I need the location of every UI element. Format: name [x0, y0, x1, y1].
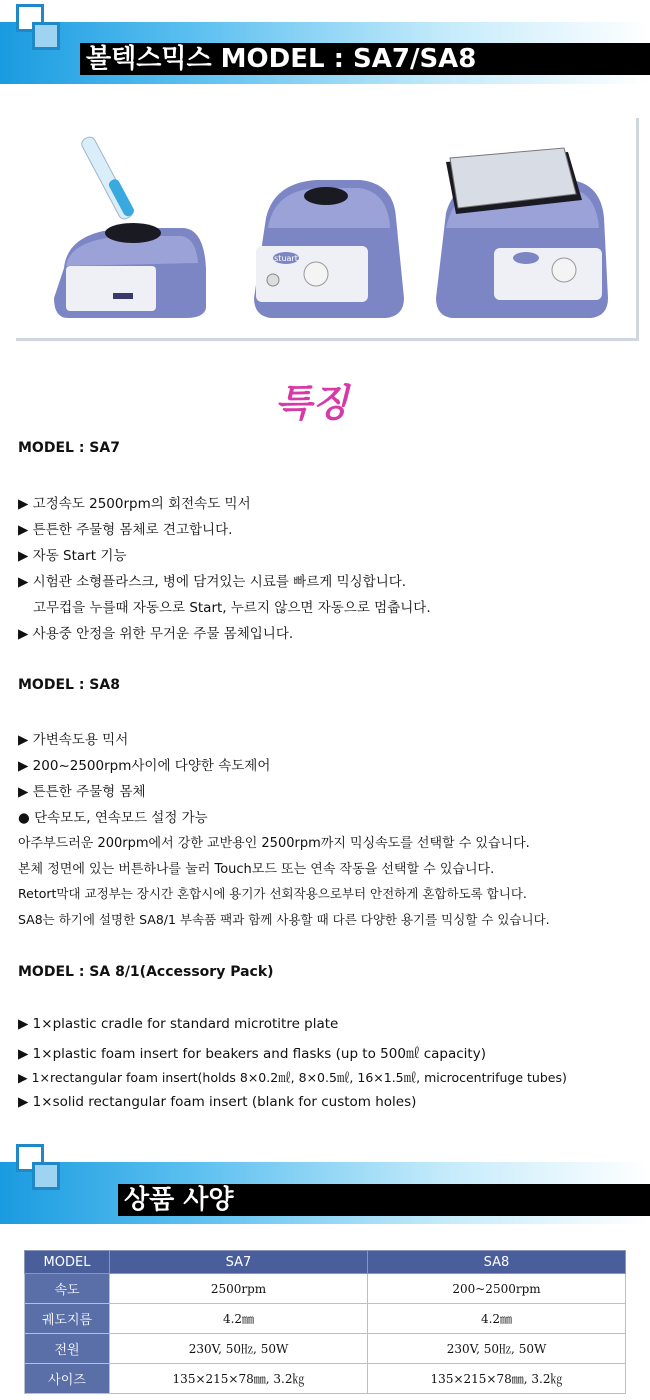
square-logo-icon-front [32, 1162, 60, 1190]
sa81-line: ▶ 1×plastic cradle for standard microtitre plate [18, 1016, 339, 1032]
table-row [25, 1334, 626, 1364]
sa8-heading: MODEL : SA8 [18, 677, 120, 693]
table-cell: 2500rpm [110, 1274, 368, 1304]
spec-title: 상품 사양 [118, 1184, 650, 1216]
table-row [25, 1364, 626, 1394]
square-logo-icon-front [32, 22, 60, 50]
column-header: SA7 [110, 1251, 368, 1274]
table-header-row [25, 1251, 626, 1274]
table-row [25, 1304, 626, 1334]
section-header-spec [0, 1140, 650, 1240]
sa81-line: ▶ 1×solid rectangular foam insert (blank for custom holes) [18, 1094, 417, 1110]
row-label: 사이즈 [25, 1364, 110, 1394]
sa8-accessory-photo [436, 148, 608, 318]
sa8-line: ● 단속모도, 연속모드 설정 가능 [18, 810, 208, 826]
table-row [25, 1274, 626, 1304]
sa8-line: 아주부드러운 200rpm에서 강한 교반용인 2500rpm까지 믹싱속도를 선택할 수 있습니다. [18, 836, 530, 851]
sa7-line: ▶ 사용중 안정을 위한 무거운 주물 몸체입니다. [18, 626, 294, 642]
sa7-photo [54, 135, 206, 318]
sa7-line: ▶ 시험관 소형플라스크, 병에 담겨있는 시료를 빠르게 믹싱합니다. [18, 574, 407, 590]
section-header-model [0, 0, 650, 100]
svg-text:stuart: stuart [274, 254, 298, 263]
table-cell: 135×215×78㎜, 3.2㎏ [110, 1364, 368, 1394]
sa8-line: 본체 정면에 있는 버튼하나를 눌러 Touch모드 또는 연속 작동을 선택할 수 있습니다. [18, 862, 495, 877]
page-title: 볼텍스믹스 MODEL : SA7/SA8 [80, 43, 650, 75]
sa8-line: SA8는 하기에 설명한 SA8/1 부속품 팩과 함께 사용할 때 다른 다양한 용기를 믹싱할 수 있습니다. [18, 912, 550, 927]
sa81-heading: MODEL : SA 8/1(Accessory Pack) [18, 964, 274, 980]
table-cell: 230V, 50㎐, 50W [110, 1334, 368, 1364]
sa8-photo [254, 180, 404, 318]
column-header: SA8 [368, 1251, 626, 1274]
sa8-line: Retort막대 교정부는 장시간 혼합시에 용기가 선회작용으로부터 안전하게 혼합하도록 합니다. [18, 886, 527, 901]
column-header: MODEL [25, 1251, 110, 1274]
sa8-line: ▶ 튼튼한 주물형 몸체 [18, 784, 146, 800]
table-cell: 200~2500rpm [368, 1274, 626, 1304]
sa81-line: ▶ 1×rectangular foam insert(holds 8×0.2㎖, 8×0.5㎖, 16×1.5㎖, microcentrifuge tubes) [18, 1070, 567, 1085]
row-label: 전원 [25, 1334, 110, 1364]
feature-title: 특징 [275, 380, 349, 425]
table-cell: 230V, 50㎐, 50W [368, 1334, 626, 1364]
sa7-line: ▶ 고정속도 2500rpm의 회전속도 믹서 [18, 496, 251, 512]
sa7-line: ▶ 자동 Start 기능 [18, 548, 127, 564]
row-label: 속도 [25, 1274, 110, 1304]
product-photos [16, 118, 639, 341]
table-cell: 4.2㎜ [110, 1304, 368, 1334]
sa8-line: ▶ 가변속도용 믹서 [18, 732, 129, 748]
sa8-line: ▶ 200~2500rpm사이에 다양한 속도제어 [18, 758, 271, 774]
sa7-line: 고무컵을 누를때 자동으로 Start, 누르지 않으면 자동으로 멈춥니다. [33, 600, 431, 616]
sa7-line: ▶ 튼튼한 주물형 몸체로 견고합니다. [18, 522, 233, 538]
table-cell: 4.2㎜ [368, 1304, 626, 1334]
row-label: 궤도지름 [25, 1304, 110, 1334]
sa81-line: ▶ 1×plastic foam insert for beakers and flasks (up to 500㎖ capacity) [18, 1046, 486, 1062]
sa7-heading: MODEL : SA7 [18, 440, 120, 456]
table-cell: 135×215×78㎜, 3.2㎏ [368, 1364, 626, 1394]
spec-table [24, 1250, 626, 1394]
